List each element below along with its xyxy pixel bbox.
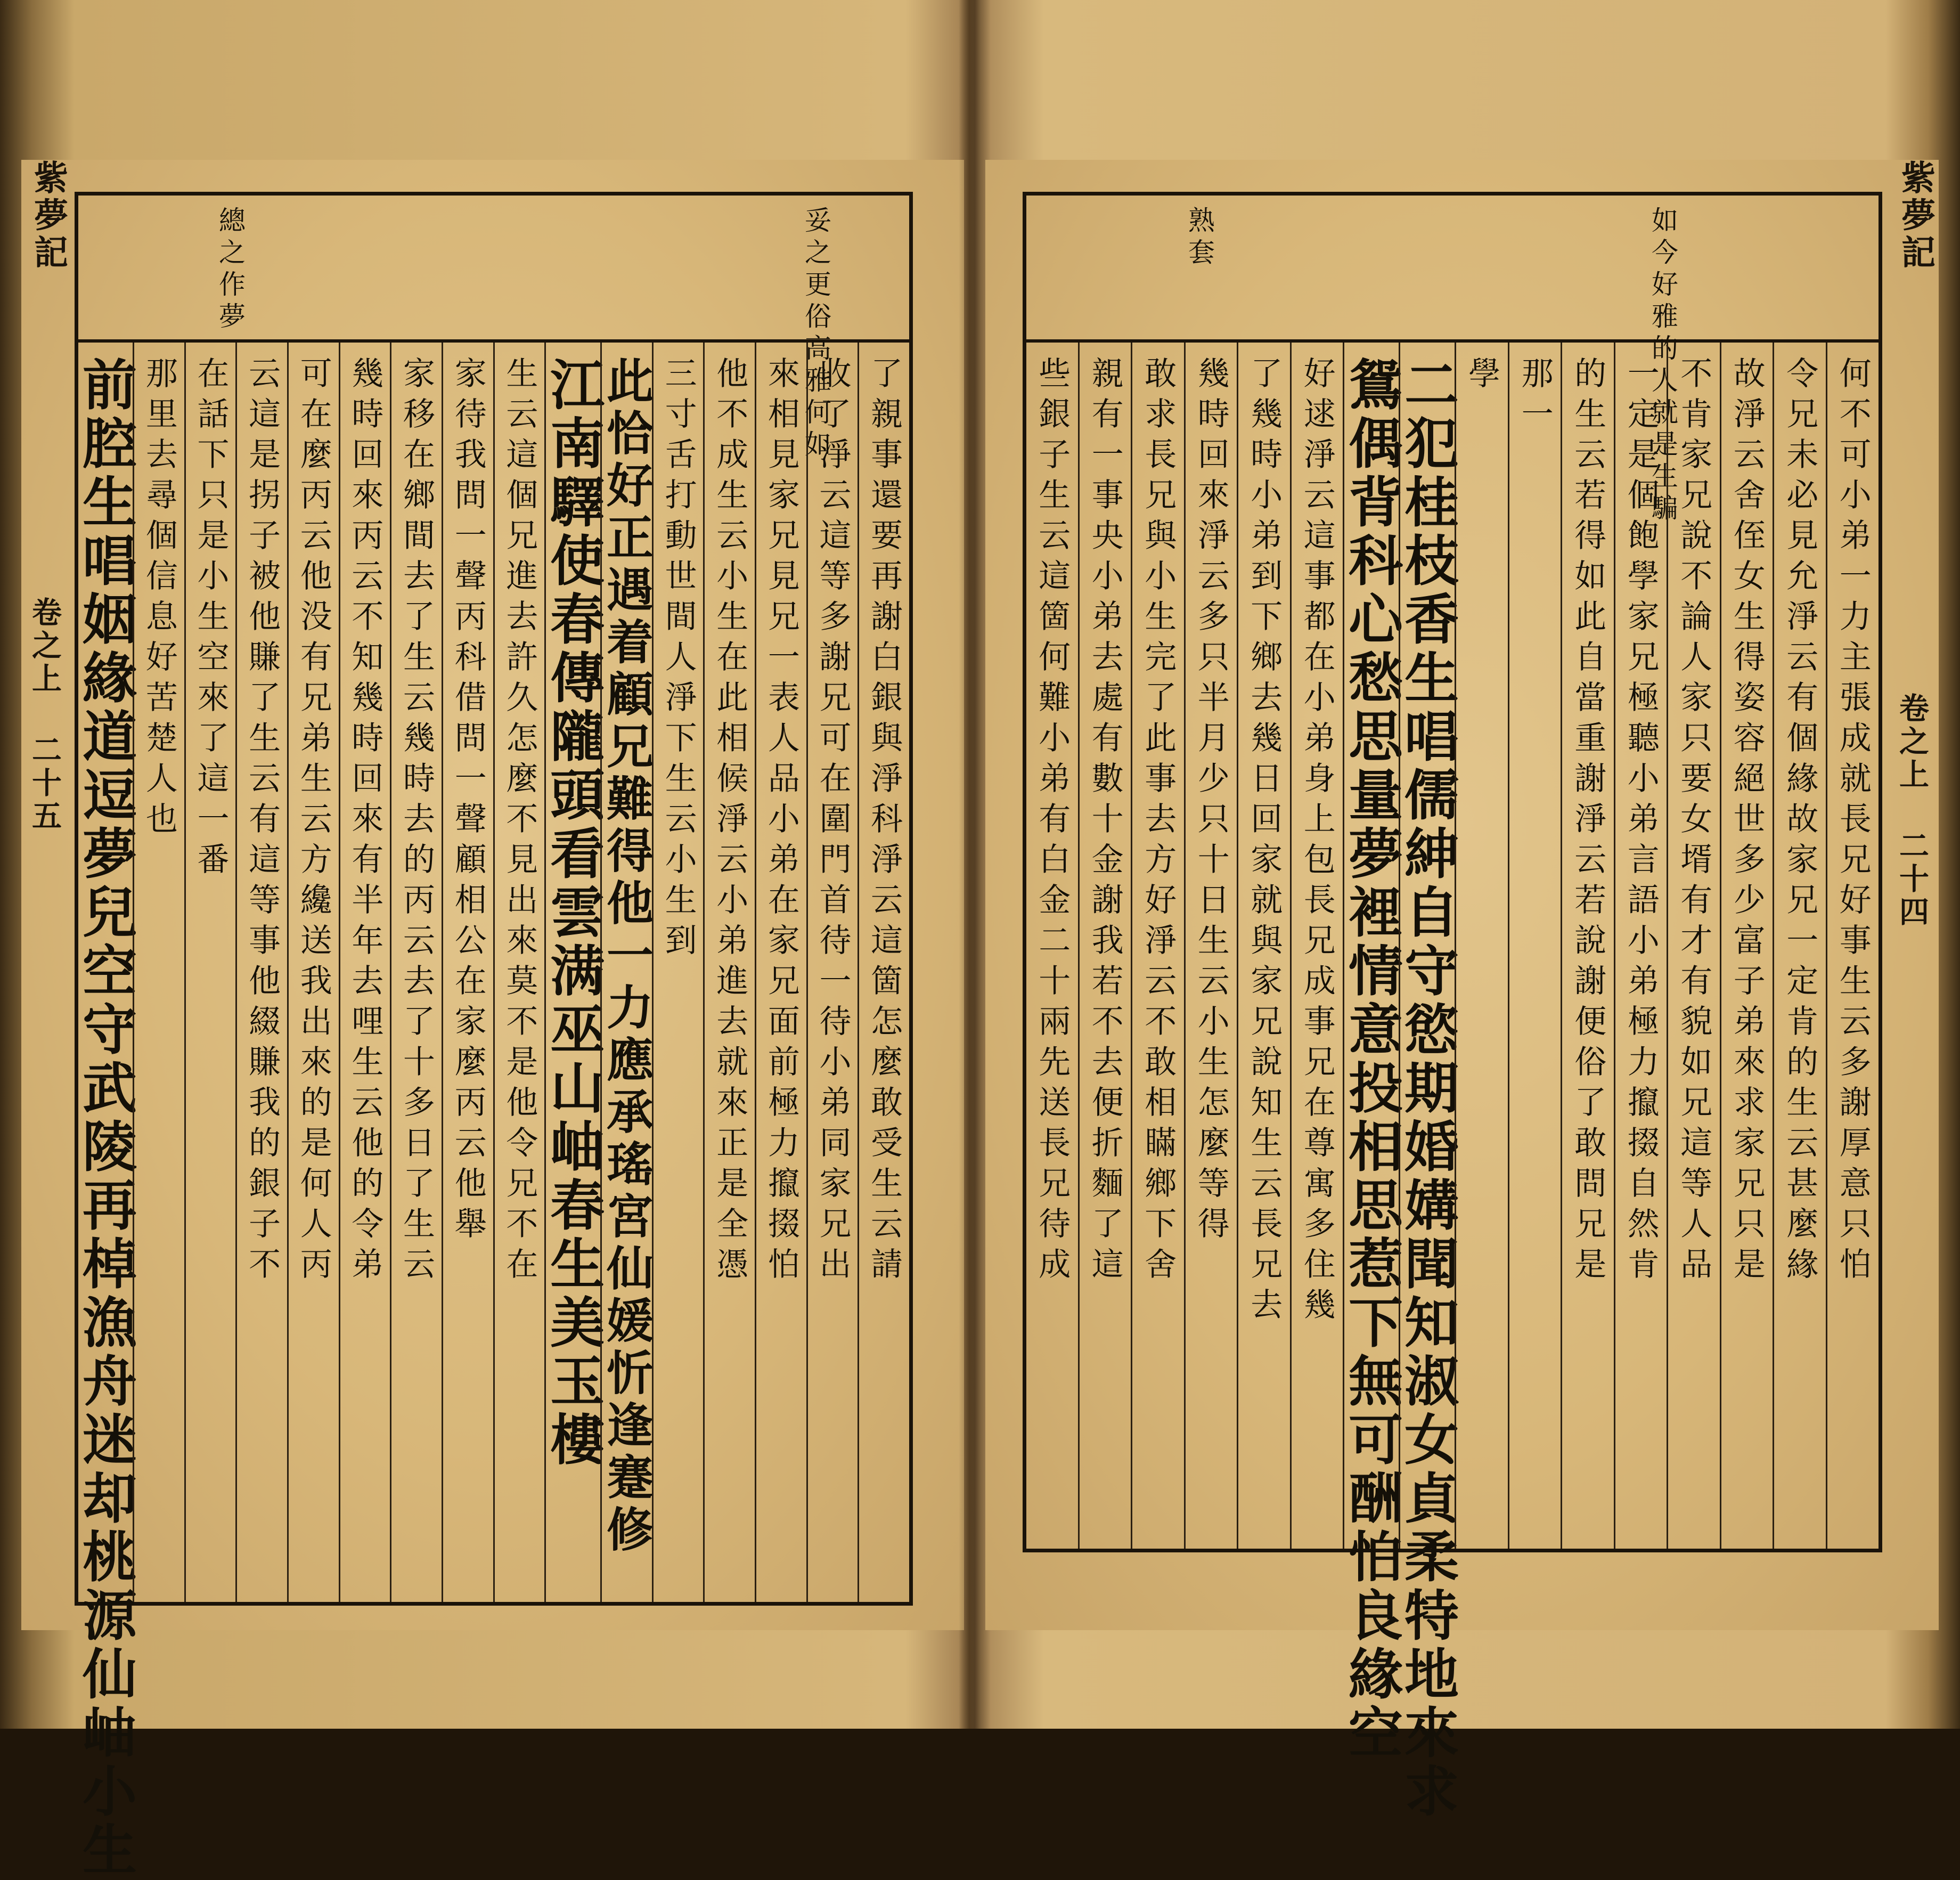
text-column	[1561, 343, 1614, 1549]
right-folio: 卷之上 二十四	[1894, 693, 1930, 929]
column-text: 學	[1463, 356, 1501, 397]
text-column	[755, 343, 806, 1602]
column-text: 收了淨云這等多謝兄可在圍門首待一待小弟同家兄出	[814, 356, 852, 1288]
left-folio: 卷之上 二十五	[27, 597, 62, 833]
right-frame	[1023, 192, 1882, 1821]
left-head-band	[78, 196, 909, 462]
head-note-text: 總之作夢	[215, 206, 246, 334]
column-text: 那里去尋個信息好苦楚人也	[140, 356, 178, 842]
text-column	[1131, 343, 1184, 1549]
column-text: 親有一事央小弟去處有數十金謝我若不去便折麵了這	[1086, 356, 1124, 1288]
column-text: 鴛偶背科心愁思量夢裡情意投相思惹下無可酬怕良緣空	[1340, 356, 1403, 1763]
column-text: 可在麼丙云他没有兄弟生云方纔送我出來的是何人丙	[295, 356, 332, 1288]
right-head-note-2	[1186, 206, 1213, 270]
column-text: 敢求長兄與小生完了此事去方好淨云不敢相瞞鄉下舍	[1139, 356, 1177, 1288]
text-column	[339, 343, 390, 1602]
left-frame	[74, 192, 913, 1880]
column-text: 那一	[1516, 356, 1554, 437]
column-text: 生云這個兄進去許久怎麼不見出來莫不是他令兄不在	[501, 356, 538, 1288]
right-page	[985, 160, 1939, 1821]
text-column	[1667, 343, 1720, 1549]
column-text: 此恰好正遇着顧兄難得他一力應承瑤宮仙媛忻逢蹇修	[599, 356, 655, 1557]
text-column	[703, 343, 755, 1602]
column-text: 了幾時小弟到下鄉去幾日回家就與家兄說知生云長兄去	[1245, 356, 1283, 1328]
column-text: 故淨云舍侄女生得姿容絕世多少富子弟來求家兄只是	[1728, 356, 1766, 1288]
text-column	[1078, 343, 1131, 1549]
text-column	[1395, 343, 1459, 1821]
column-text: 在話下只是小生空來了這一番	[192, 356, 230, 883]
text-column	[652, 343, 704, 1602]
left-spine-label: 紫夢記	[28, 160, 68, 272]
column-text: 的生云若得如此自當重謝淨云若說謝便俗了敢問兄是	[1569, 356, 1607, 1288]
text-column	[858, 343, 909, 1602]
text-column	[1455, 343, 1508, 1549]
column-text: 家移在鄉間去了生云幾時去的丙云去了十多日了生云	[398, 356, 436, 1288]
text-column	[184, 343, 236, 1602]
left-columns	[74, 343, 909, 1880]
text-column	[1184, 343, 1237, 1549]
text-column	[442, 343, 493, 1602]
column-text: 三寸舌打動世間人淨下生云小生到	[659, 356, 697, 964]
text-column	[1290, 343, 1343, 1549]
text-column	[599, 343, 655, 1602]
text-column	[235, 343, 287, 1602]
column-text: 一定是個飽學家兄極聽小弟言語小弟極力攛掇自然肯	[1622, 356, 1660, 1288]
column-text: 前腔生唱姻緣道逗夢兒空守武陵再棹漁舟迷却桃源仙岫小生	[74, 356, 138, 1880]
text-column	[1026, 343, 1078, 1549]
column-text: 幾時回來丙云不知幾時回來有半年去哩生云他的令弟	[346, 356, 384, 1288]
column-text: 江南驛使春傳隴頭看雲满巫山岫春生美玉樓	[541, 356, 606, 1470]
column-text: 云這是拐子被他賺了生云有這等事他綴賺我的銀子不	[243, 356, 281, 1288]
head-note-text: 如今好雅的人就是生騙	[1647, 206, 1678, 526]
right-spine-label: 紫夢記	[1896, 160, 1936, 272]
text-column	[1614, 343, 1667, 1549]
column-text: 不肯家兄說不論人家只要女壻有才有貌如兄這等人品	[1675, 356, 1713, 1288]
left-page	[21, 160, 964, 1880]
head-note-text: 熟套	[1184, 206, 1215, 270]
column-text: 來相見家兄見兄一表人品小弟在家兄面前極力攛掇怕	[762, 356, 800, 1288]
text-column	[1340, 343, 1403, 1763]
column-text: 令兄未必見允淨云有個緣故家兄一定肯的生云甚麼緣	[1781, 356, 1819, 1288]
column-text: 何不可小弟一力主張成就長兄好事生云多謝厚意只怕	[1834, 356, 1872, 1288]
head-note-text: 妥之更俗高雅何如	[801, 206, 831, 462]
right-columns	[1026, 343, 1879, 1821]
column-text: 好逑淨云這事都在小弟身上包長兄成事兄在尊寓多住幾	[1298, 356, 1336, 1328]
text-column	[1773, 343, 1826, 1549]
column-text: 了親事還要再謝白銀與淨科淨云這箇怎麼敢受生云請	[865, 356, 903, 1288]
text-column	[541, 343, 606, 1602]
text-column	[133, 343, 184, 1602]
text-column	[1720, 343, 1773, 1549]
column-text: 他不成生云小生在此相候淨云小弟進去就來正是全憑	[711, 356, 749, 1288]
text-column	[390, 343, 442, 1602]
column-text: 二犯桂枝香生唱儒紳自守慾期婚媾聞知淑女貞柔特地來求	[1395, 356, 1459, 1821]
left-head-note-2	[215, 206, 246, 334]
text-column	[74, 343, 138, 1880]
text-column	[1826, 343, 1879, 1549]
column-text: 家待我問一聲丙科借問一聲顧相公在家麼丙云他舉	[449, 356, 487, 1247]
text-column	[493, 343, 545, 1602]
text-column	[1237, 343, 1290, 1549]
text-column	[806, 343, 858, 1602]
column-text: 些銀子生云這箇何難小弟有白金二十兩先送長兄待成	[1033, 356, 1071, 1288]
column-text: 幾時回來淨云多只半月少只十日生云小生怎麼等得	[1192, 356, 1230, 1247]
text-column	[287, 343, 339, 1602]
text-column	[1508, 343, 1561, 1549]
